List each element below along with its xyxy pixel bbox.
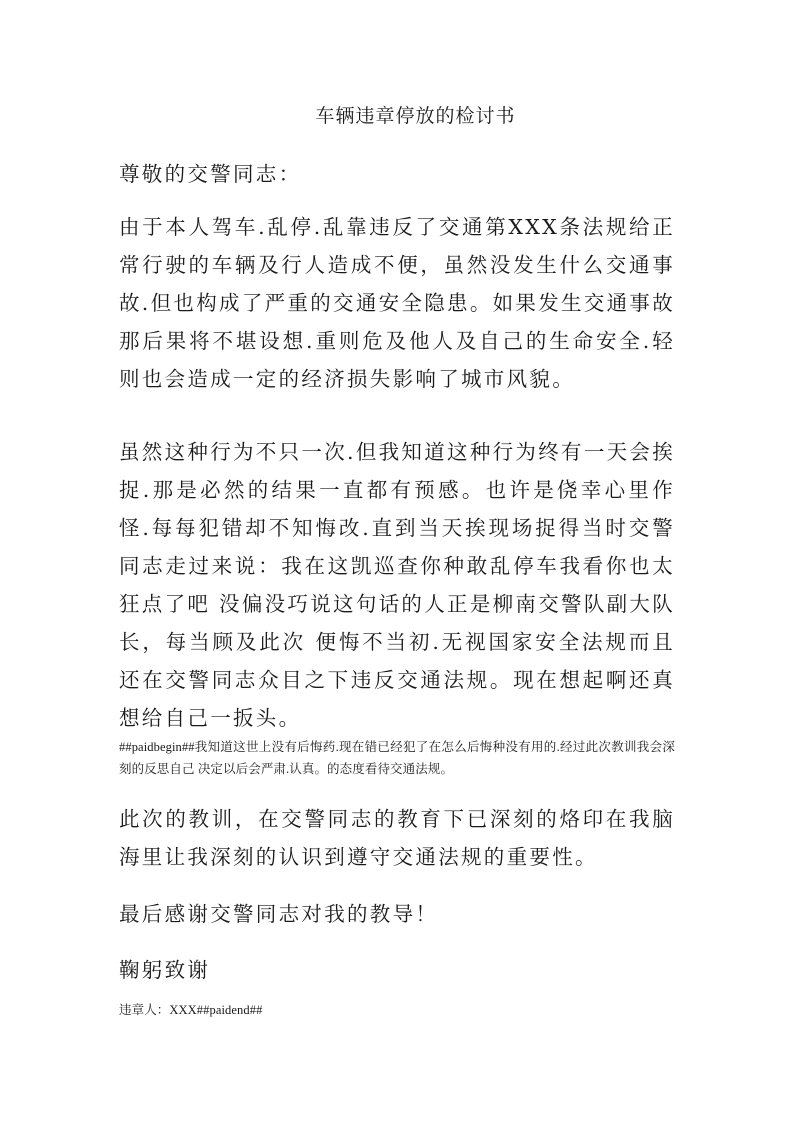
paragraph-3: ##paidbegin##我知道这世上没有后悔药.现在错已经犯了在怎么后悔种没有用的.经过此次教训我会深刻的反思自己 决定以后会严肃.认真。的态度看待交通法规。 — [119, 740, 675, 776]
paragraph-2: 虽然这种行为不只一次.但我知道这种行为终有一天会挨捉.那是必然的结果一直都有预感。也许是侥幸心里作怪.每每犯错却不知悔改.直到当天挨现场捉得当时交警同志走过来说：我在这凯巡查你种敢乱停车我看你也太狂点了吧 没偏没巧说这句话的人正是柳南交警队副大队长，每当顾及此次 便悔不当初.无视国家安全法规而且还在交警同志众目之下违反交通法规。现在想起啊还真想给自己一扳头。 — [119, 440, 676, 730]
salutation: 尊敬的交警同志： — [119, 162, 302, 186]
paragraph-4: 此次的教训，在交警同志的教育下已深刻的烙印在我脑海里让我深刻的认识到遵守交通法规的重要性。 — [119, 807, 675, 869]
document-title: 车辆违章停放的检讨书 — [315, 105, 516, 127]
signature-line: 违章人：XXX##paidend## — [119, 1003, 263, 1017]
paragraph-1: 由于本人驾车.乱停.乱靠违反了交通第XXX条法规给正常行驶的车辆及行人造成不便，虽然没发生什么交通事故.但也构成了严重的交通安全隐患。如果发生交通事故那后果将不堪设想.重则危及他人及自己的生命安全.轻则也会造成一定的经济损失影响了城市风貌。 — [119, 215, 676, 391]
paragraph-5: 最后感谢交警同志对我的教导！ — [119, 902, 439, 926]
closing-line: 鞠躬致谢 — [119, 958, 211, 982]
